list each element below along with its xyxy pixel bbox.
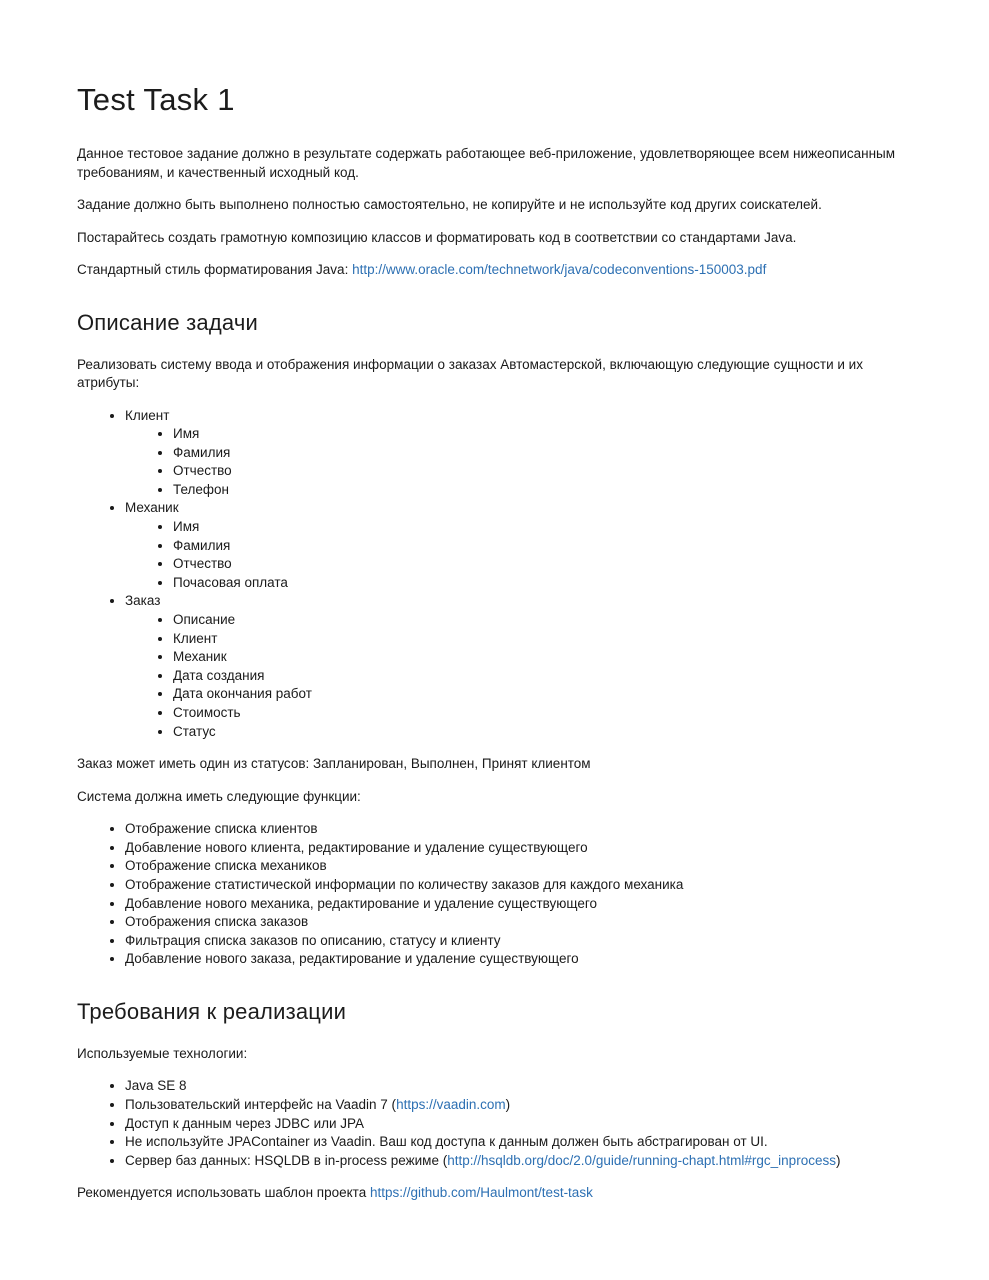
technology-text: Сервер баз данных: HSQLDB в in-process режиме ( (125, 1152, 448, 1168)
function-item: • Отображение списка клиентов (125, 820, 912, 839)
function-item: • Добавление нового заказа, редактирование и удаление существующего (125, 950, 912, 969)
attribute-item: • Статус (173, 723, 912, 742)
technology-text-suffix: ) (505, 1097, 511, 1113)
section-heading-requirements: Требования к реализации (77, 998, 347, 1024)
technology-text: Пользовательский интерфейс на Vaadin 7 ( (125, 1097, 397, 1113)
section-heading-task: Описание задачи (77, 309, 258, 335)
entity-item (125, 592, 912, 741)
function-item: • Отображение списка механиков (125, 857, 912, 876)
attribute-item: • Механик (173, 648, 912, 667)
intro-paragraph-1: Данное тестовое задание должно в результате содержать работающее веб-приложение, удовлетворяющее всем нижеописанным требованиям, и качественный исходный код. (77, 146, 896, 180)
vaadin-link[interactable]: https://vaadin.com (396, 1097, 506, 1113)
function-item: • Отображения списка заказов (125, 913, 912, 932)
technology-item (125, 1152, 912, 1171)
entity-attrs-list (125, 611, 912, 741)
entities-list (77, 407, 912, 742)
functions-lead-paragraph: Система должна иметь следующие функции: (77, 788, 361, 804)
attribute-item: • Имя (173, 425, 912, 444)
attribute-item: • Телефон (173, 481, 912, 500)
attribute-item: • Фамилия (173, 537, 912, 556)
function-item: • Фильтрация списка заказов по описанию, статусу и клиенту (125, 932, 912, 951)
technology-item: • Не используйте JPAContainer из Vaadin. Ваш код доступа к данным должен быть абстрагирован от UI. (125, 1133, 912, 1152)
technology-item: • Доступ к данным через JDBC или JPA (125, 1115, 912, 1134)
technology-item: • Java SE 8 (125, 1077, 912, 1096)
technology-item (125, 1096, 912, 1115)
entity-attrs-list (125, 518, 912, 592)
attribute-item: • Имя (173, 518, 912, 537)
entity-item (125, 499, 912, 592)
statuses-paragraph: Заказ может иметь один из статусов: Запланирован, Выполнен, Принят клиентом (77, 756, 591, 772)
entity-attrs-list (125, 425, 912, 499)
technologies-list (77, 1077, 912, 1170)
attribute-item: • Клиент (173, 630, 912, 649)
attribute-item: • Дата окончания работ (173, 685, 912, 704)
attribute-item: • Отчество (173, 555, 912, 574)
function-item: • Добавление нового механика, редактирование и удаление существующего (125, 895, 912, 914)
codeconventions-link[interactable]: http://www.oracle.com/technetwork/java/codeconventions-150003.pdf (352, 262, 767, 277)
attribute-item: • Описание (173, 611, 912, 630)
intro-paragraph-2: Задание должно быть выполнено полностью самостоятельно, не копируйте и не используйте код других соискателей. (77, 197, 822, 212)
attribute-item: • Стоимость (173, 704, 912, 723)
hsqldb-link[interactable]: http://hsqldb.org/doc/2.0/guide/running-chapt.html#rgc_inprocess (447, 1152, 836, 1168)
entity-item (125, 407, 912, 500)
function-item: • Отображение статистической информации по количеству заказов для каждого механика (125, 876, 912, 895)
attribute-item: • Дата создания (173, 667, 912, 686)
technology-text-suffix: ) (835, 1152, 841, 1168)
functions-list (77, 820, 912, 969)
task-lead-paragraph: Реализовать систему ввода и отображения информации о заказах Автомастерской, включающую следующие сущности и их атрибуты: (77, 356, 863, 390)
page-title: Test Task 1 (77, 82, 235, 117)
technologies-lead-paragraph: Используемые технологии: (77, 1045, 248, 1061)
java-style-paragraph (77, 261, 912, 280)
entity-name: Заказ (125, 593, 161, 609)
function-item: • Добавление нового клиента, редактирование и удаление существующего (125, 839, 912, 858)
intro-paragraph-3: Постарайтесь создать грамотную композицию классов и форматировать код в соответствии со стандартами Java. (77, 229, 797, 245)
attribute-item: • Фамилия (173, 444, 912, 463)
java-style-prefix: Стандартный стиль форматирования Java: (77, 262, 353, 277)
attribute-item: • Почасовая оплата (173, 574, 912, 593)
template-link[interactable]: https://github.com/Haulmont/test-task (369, 1185, 593, 1201)
attribute-item: • Отчество (173, 462, 912, 481)
template-recommendation-paragraph (77, 1184, 912, 1203)
entity-name: Клиент (125, 407, 170, 423)
entity-name: Механик (125, 500, 179, 516)
template-recommendation-prefix: Рекомендуется использовать шаблон проекта (77, 1185, 370, 1201)
